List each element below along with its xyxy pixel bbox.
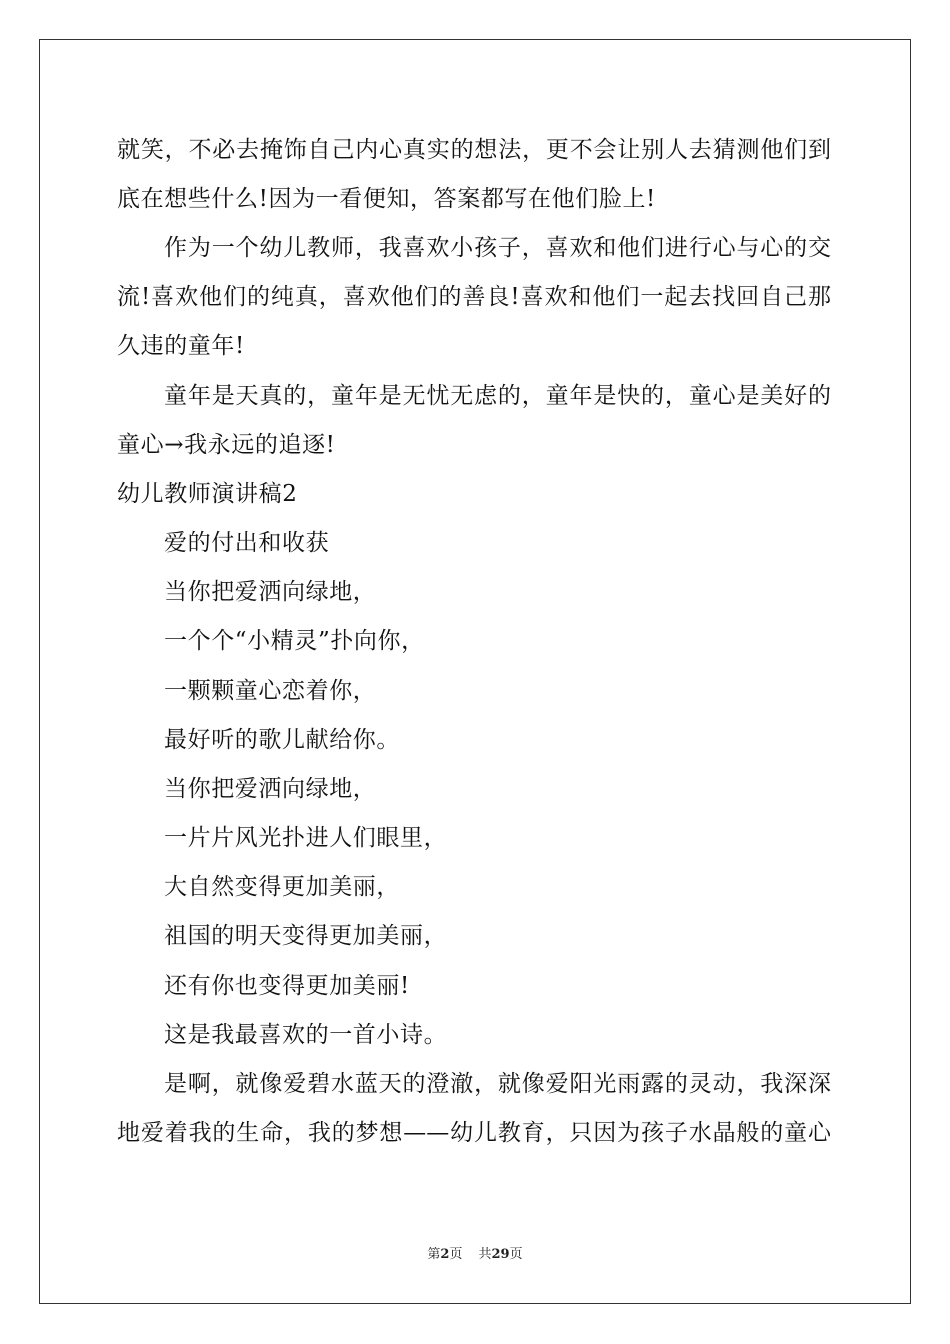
poem-line: 还有你也变得更加美丽! — [164, 973, 410, 999]
footer-page-current: 2 — [440, 1247, 450, 1262]
page-footer — [0, 1246, 950, 1264]
footer-total-prefix: 共 — [478, 1247, 492, 1262]
paragraph-line: 童心→我永远的追逐! — [117, 432, 336, 458]
poem-line: 一片片风光扑进人们眼里， — [164, 825, 448, 851]
paragraph-line: 就笑，不必去掩饰自己内心真实的想法，更不会让别人去猜测他们到 — [117, 137, 831, 163]
paragraph-line: 是啊，就像爱碧水蓝天的澄澈，就像爱阳光雨露的灵动，我深深 — [164, 1071, 831, 1097]
paragraph-line: 底在想些什么!因为一看便知，答案都写在他们脸上! — [117, 186, 656, 212]
paragraph-line: 地爱着我的生命，我的梦想——幼儿教育，只因为孩子水晶般的童心 — [117, 1120, 831, 1146]
paragraph-line: 久违的童年! — [117, 333, 245, 359]
section-heading: 幼儿教师演讲稿2 — [117, 481, 298, 507]
footer-page-total: 29 — [491, 1247, 510, 1262]
paragraph-line: 作为一个幼儿教师，我喜欢小孩子，喜欢和他们进行心与心的交 — [164, 235, 831, 261]
paragraph-line: 流!喜欢他们的纯真，喜欢他们的善良!喜欢和他们一起去找回自己那 — [117, 284, 831, 310]
footer-page-prefix: 第 — [427, 1247, 441, 1262]
page-border — [39, 39, 911, 1304]
poem-line: 祖国的明天变得更加美丽， — [164, 923, 448, 949]
paragraph-line: 童年是天真的，童年是无忧无虑的，童年是快的，童心是美好的 — [164, 383, 831, 409]
poem-line: 当你把爱洒向绿地， — [164, 579, 377, 605]
poem-line: 一个个“小精灵”扑向你， — [164, 628, 425, 654]
poem-line: 最好听的歌儿献给你。 — [164, 727, 400, 753]
footer-page-suffix: 页 — [449, 1247, 463, 1262]
footer-total-suffix: 页 — [509, 1247, 523, 1262]
paragraph-line: 这是我最喜欢的一首小诗。 — [164, 1022, 448, 1048]
poem-line: 当你把爱洒向绿地， — [164, 776, 377, 802]
poem-title: 爱的付出和收获 — [164, 530, 330, 556]
poem-line: 一颗颗童心恋着你， — [164, 678, 377, 704]
poem-line: 大自然变得更加美丽， — [164, 874, 400, 900]
